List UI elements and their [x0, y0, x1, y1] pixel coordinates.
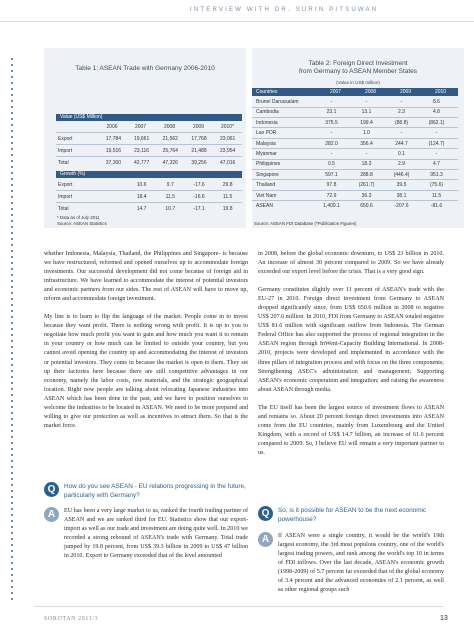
- table-cell: 23.1: [326, 109, 337, 116]
- table-row: [252, 109, 458, 115]
- table-cell: 23,954: [220, 148, 236, 154]
- row-separator: [252, 169, 458, 170]
- running-title: INTERVIEW WITH DR. SURIN PITSUWAN: [190, 7, 379, 13]
- body-paragraph: whether Indonesia, Malaysia, Thailand, the Philippines and Singapore- is because we have restructured, reformed and opened ourselves up to accommodate foreign investments. Our successful development did not come because of foreign aid in infrastructure. We have learned to accommodate the interest of potential investors and economic partners from our sides. The rest of ASEAN will have to move up, reform and accommodate foreign investment.: [44, 251, 248, 303]
- table-2-source: Source: ASEAN FDI Database (*Publication Figures): [254, 221, 357, 226]
- table-row: [56, 148, 242, 154]
- table-cell: 0.1: [398, 151, 405, 157]
- country-cell: Cambodia: [256, 109, 279, 116]
- table-cell: -: [365, 151, 368, 157]
- table-cell: 47,016: [220, 160, 236, 166]
- table-cell: 11.5: [431, 192, 442, 199]
- year-cell: 2010*: [220, 124, 235, 130]
- table-cell: 9.7: [166, 182, 174, 188]
- table-cell: 4.8: [433, 109, 440, 116]
- table-row: [252, 99, 458, 105]
- table-row: [252, 193, 458, 199]
- country-cell: Singapore: [256, 171, 279, 178]
- table-cell: 14.7: [136, 206, 147, 212]
- growth-header-bar: Growth (%): [56, 171, 242, 178]
- table-cell: (75.6): [429, 182, 444, 189]
- answer-badge-icon: A: [44, 507, 59, 522]
- body-paragraph: The EU itself has been the largest source of investment flows to ASEAN and remains so. About 20 percent foreign direct investments into ASEAN come from the EU countries, mainly from Luxembourg and the United Kingdom, with a record of US$ 14.7 billion, an increase of 61.6 percent compared to 2009. So, I believe EU will remain a very important partner to us.: [258, 404, 444, 456]
- table-cell: 36.3: [361, 192, 372, 199]
- row-separator: [56, 190, 242, 191]
- row-label: Export: [58, 182, 73, 188]
- decorative-dot-column: [11, 56, 13, 602]
- country-cell: Myanmar: [256, 151, 277, 157]
- table-cell: 4.7: [433, 161, 440, 168]
- column-header: Countries: [256, 89, 278, 95]
- year-cell: 2008: [163, 124, 176, 130]
- years-header-row: [56, 124, 242, 130]
- page-number: 13: [440, 615, 448, 622]
- row-label: Total: [58, 160, 69, 166]
- answer-badge-icon: A: [258, 532, 273, 547]
- column-header: 2009: [399, 89, 412, 95]
- table-cell: -17.1: [193, 206, 205, 212]
- table-cell: 1,409.1: [323, 203, 340, 209]
- country-cell: ASEAN: [256, 203, 273, 209]
- qa-block-2: [258, 506, 444, 604]
- table-1-note: * Data as of July 2011: [57, 215, 100, 220]
- table-cell: 25,764: [162, 148, 178, 154]
- table-cell: -207.6: [394, 203, 409, 209]
- country-cell: Viet Nam: [256, 192, 277, 199]
- table-row: [252, 151, 458, 157]
- table-cell: (446.4): [393, 171, 410, 178]
- table-cell: 39.5: [396, 182, 407, 189]
- table-row: [252, 182, 458, 188]
- table-cell: 2.3: [398, 109, 405, 116]
- header-rule: [0, 21, 474, 22]
- table-cell: 21,562: [162, 136, 178, 142]
- table-cell: 8.6: [433, 99, 440, 105]
- table-cell: 375.5: [325, 119, 338, 126]
- table-cell: 199.4: [360, 119, 373, 126]
- qa-block-1: [44, 482, 248, 598]
- table-cell: 38.1: [396, 192, 407, 199]
- table-cell: 288.8: [360, 171, 373, 178]
- answer-text: If ASEAN were a single country, it would be the world's 19th largest economy, the 3rd most populous country, one of the world's largest trading powers, and rank among the world's top 10 in terms of FDI inflows. Over the last decade, ASEAN's economic growth (1998-2009) of 5.7 percent far exceeded that of the global economy of 3.4 percent and the advanced economies of 2.1 percent, as well as other regional groups such: [278, 533, 444, 594]
- country-cell: Thailand: [256, 182, 276, 189]
- row-label: Total: [58, 206, 69, 212]
- row-separator: [252, 148, 458, 149]
- table-cell: 19,661: [133, 136, 150, 142]
- row-separator: [56, 156, 242, 157]
- table-cell: 356.4: [360, 140, 373, 147]
- table-cell: 29.8: [222, 182, 233, 188]
- table-cell: (862.1): [428, 119, 445, 126]
- table-cell: -: [400, 99, 403, 105]
- table-cell: 11.5: [165, 194, 175, 200]
- table-row: [56, 160, 242, 166]
- column-header: 2010: [434, 89, 447, 95]
- question-badge-icon: Q: [44, 482, 59, 497]
- table-cell: 23,116: [134, 148, 150, 154]
- table-row: [252, 172, 458, 178]
- row-label: Import: [58, 148, 73, 154]
- question-text: So, is it possible for ASEAN to be the next economic powerhouse?: [278, 507, 427, 523]
- table-cell: -17.6: [193, 182, 205, 188]
- row-label: Import: [58, 194, 73, 200]
- year-cell: 2009: [192, 124, 205, 130]
- table-cell: 97.8: [326, 182, 337, 189]
- body-paragraph: in 2008, before the global economic downturn, to US$ 23 billion in 2010. An increase of almost 30 percent compared to 2009. So we have already exceeded our export level before the crisis. That is a very good sign.: [258, 251, 444, 276]
- left-column: [44, 250, 248, 440]
- table-cell: 19.8: [222, 206, 233, 212]
- row-separator: [252, 138, 458, 139]
- table-cell: -: [330, 99, 333, 105]
- table-cell: 17,768: [191, 136, 207, 142]
- table-cell: -: [365, 99, 368, 105]
- country-cell: Lao PDR: [256, 130, 277, 137]
- table-cell: -81.6: [430, 203, 443, 209]
- table-cell: 951.3: [430, 171, 443, 178]
- table-2-unit: (Value in US$ million): [336, 80, 380, 85]
- page-footer: [0, 606, 474, 632]
- table-cell: -: [435, 151, 438, 157]
- question-text: How do you see ASEAN - EU relations progressing in the future, particularly with Germany?: [64, 483, 246, 499]
- country-cell: Malaysia: [256, 140, 276, 147]
- table-cell: 21,488: [191, 148, 207, 154]
- table-row: [252, 161, 458, 167]
- year-cell: 2007: [134, 124, 147, 130]
- table-1: [44, 48, 246, 228]
- table-cell: 2.9: [398, 161, 405, 168]
- table-cell: 17,784: [105, 136, 122, 142]
- table-cell: -: [330, 151, 333, 157]
- row-separator: [56, 132, 242, 133]
- country-cell: Philippines: [256, 161, 281, 168]
- table-cell: 10.7: [165, 206, 176, 212]
- table-1-title: Table 1: ASEAN Trade with Germany 2006-2010: [75, 65, 215, 72]
- table-cell: 0.5: [328, 161, 335, 168]
- table-cell: 37,300: [105, 160, 122, 166]
- table-cell: 39,256: [191, 160, 207, 166]
- page-header: [0, 0, 474, 22]
- year-cell: 2006: [106, 124, 118, 130]
- table-2-header-row: [252, 88, 458, 96]
- table-2: [252, 48, 464, 228]
- table-row: [56, 194, 242, 200]
- table-cell: 72.9: [326, 192, 337, 199]
- value-header-bar: Value (US$ Million): [56, 114, 242, 121]
- row-separator: [56, 202, 242, 203]
- table-cell: -: [330, 130, 333, 137]
- table-cell: (88.8): [394, 119, 409, 126]
- table-cell: 18.3: [361, 161, 372, 168]
- table-cell: 650.6: [360, 203, 373, 209]
- table-row: [252, 203, 458, 209]
- tables-area: [44, 48, 456, 233]
- table-cell: (261.7): [358, 182, 375, 189]
- table-row: [56, 206, 242, 212]
- column-header: 2007: [329, 89, 342, 95]
- table-cell: 11.5: [222, 194, 233, 200]
- column-header: 2008: [364, 89, 377, 95]
- row-separator: [56, 144, 242, 145]
- answer-text: EU has been a very large market to us, ranked the fourth trading partner of ASEAN and we are ranked third for EU. Statistics show that our export-import as well as our trade and investment are doing quite well. In 2010 we recorded a strong rebound of ASEAN's trade with Germany. Total trade jumped by 19.8 percent, from US$ 39.3 billion in 2009 to US$ 47 billion in 2010. Export to Germany exceeded that of the level amounted: [64, 508, 248, 560]
- table-row: [56, 182, 242, 188]
- right-column: [258, 250, 444, 467]
- row-separator: [252, 190, 458, 191]
- table-cell: -: [400, 130, 403, 137]
- row-separator: [252, 107, 458, 108]
- row-separator: [252, 127, 458, 128]
- table-cell: -16.6: [193, 194, 205, 200]
- table-cell: 13.1: [361, 109, 372, 116]
- table-cell: 18.4: [136, 194, 147, 200]
- country-cell: Indonesia: [256, 119, 278, 126]
- table-row: [252, 141, 458, 147]
- table-row: [252, 120, 458, 126]
- row-separator: [252, 159, 458, 160]
- row-label: Export: [58, 136, 73, 142]
- table-2-title: [252, 60, 464, 76]
- body-paragraph: Germany constitutes slightly over 11 percent of ASEAN's trade with the EU-27 in 2010. Foreign direct investment from Germany to ASEAN dropped significantly since, from US$ 650.6 million in 2008 to negative US$ 207.6 million. In 2010, FDI from Germany to ASEAN totaled negative US$ 81.6 million with significant outflow from Indonesia. The German Federal Office has also supported the process of regional integration in the ASEAN region through InWent-Capacity Building International. In 2008-2010, projects were developed and implemented in accordance with the three pillars of integration process and with focus on the three components; Strengthening ASEC's administration and management; Supporting ASEAN's economic cooperation and integration; and raising the awareness about ASEAN through media.: [258, 287, 444, 393]
- table-cell: 47,326: [162, 160, 178, 166]
- row-separator: [252, 179, 458, 180]
- table-1-source: Source: ASEAN Statistics: [57, 221, 107, 226]
- table-cell: 10.6: [136, 182, 147, 188]
- row-separator: [252, 117, 458, 118]
- table-cell: -: [435, 130, 438, 137]
- table-cell: (124.7): [428, 140, 445, 147]
- table-cell: 1.0: [363, 130, 370, 137]
- country-cell: Brunei Darussalam: [256, 99, 299, 105]
- table-row: [252, 130, 458, 136]
- row-separator: [252, 200, 458, 201]
- publication-label: SOROTAN 2011/3: [44, 616, 99, 622]
- table-cell: 597.1: [325, 171, 338, 178]
- table-2-title-line2: from Germany to ASEAN Member States: [298, 68, 418, 75]
- table-cell: 23,061: [220, 136, 236, 142]
- table-2-title-line1: Table 2: Foreign Direct Investment: [308, 60, 408, 67]
- question-badge-icon: Q: [258, 506, 273, 521]
- footer-rule: [34, 606, 444, 607]
- body-paragraph: My line is to learn to flip the language of the market. People come in to invest because they want profit. There is nothing wrong with profit. It is up to you to negotiate how much profit you want to gain and how much you want it to remain in your country or how much can be limited to outside your country, but you cannot avoid opening the country up and accommodating the interest of investors or potential investors. They come in because the market is open to them. They set up their factories here because there are still competitive advantages in our economy, namely the labor costs, raw materials, and the strategic geographical location. Right now people are talking about relocating Japanese industries into ASEAN which has been done in the past, and we have to position ourselves to welcome the industries to be located in ASEAN. We need to be more prepared and willing to give our protection as well as incentives to attract them. So that is the market force.: [44, 314, 248, 429]
- table-cell: 244.7: [395, 140, 408, 147]
- table-row: [56, 136, 242, 142]
- table-cell: 42,777: [133, 160, 150, 166]
- table-cell: 282.0: [325, 140, 338, 147]
- table-cell: 19,516: [105, 148, 122, 154]
